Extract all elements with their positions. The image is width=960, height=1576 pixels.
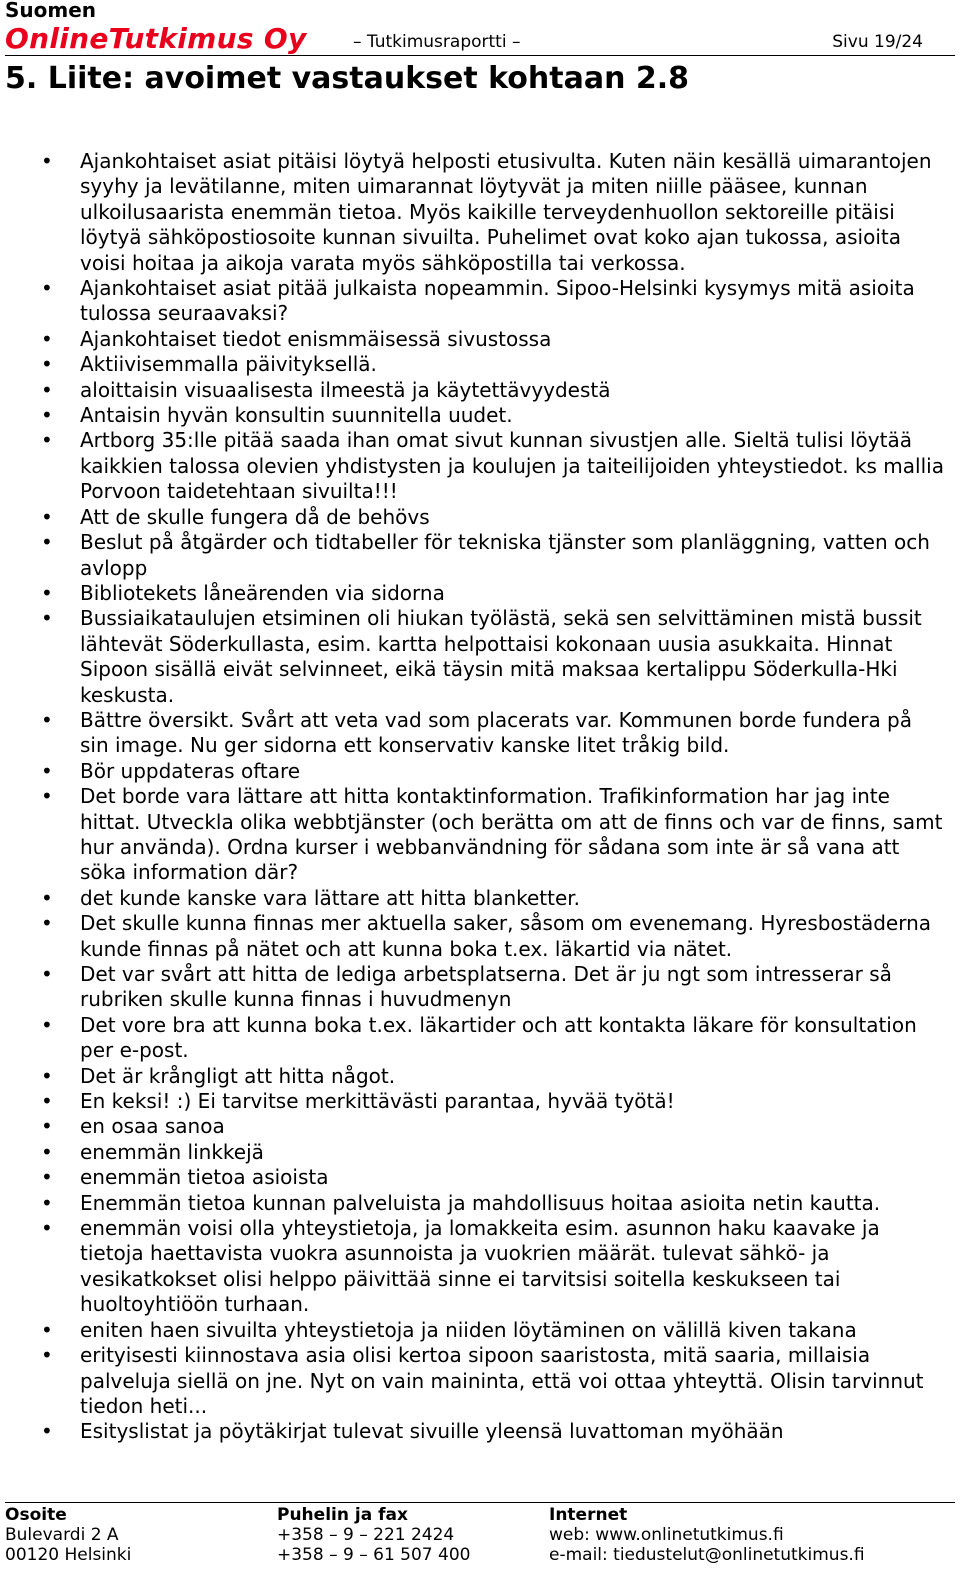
bullet-icon: • [41,885,53,910]
footer-phone [277,1505,470,1565]
answer-text: enemmän voisi olla yhteystietoja, ja lomakkeita esim. asunnon haku kaavake ja tietoja haettavista vuokra asunnoista ja vuokrien määrät. tulevat sähkö- ja vesikatkokset olisi helppo päivittää sinne ei tarvitsisi soitella keskukseen tai huoltoyhtiöön turhaan. [80,1216,880,1317]
answer-item [0,1114,960,1139]
answer-item [0,1140,960,1165]
bullet-icon: • [41,911,53,936]
answer-text: erityisesti kiinnostava asia olisi kertoa sipoon saaristosta, mitä saaria, millaisia palveluja siellä on jne. Nyt on vain maininta, että voi ottaa yhteyttä. Olisin tarvinnut tiedon heti... [80,1343,924,1418]
answer-text: Aktiivisemmalla päivityksellä. [80,352,377,377]
answer-item [0,505,960,530]
bullet-icon: • [41,1165,53,1190]
answer-text: Esityslistat ja pöytäkirjat tulevat sivuille yleensä luvattoman myöhään [80,1419,784,1444]
answer-list [0,149,960,1445]
answer-item [0,428,960,504]
answer-text: En keksi! :) Ei tarvitse merkittävästi parantaa, hyvää työtä! [80,1089,675,1114]
footer-web-link[interactable]: web: www.onlinetutkimus.fi [549,1525,784,1545]
bullet-icon: • [41,504,53,529]
answer-item [0,784,960,886]
answer-item [0,149,960,276]
answer-item [0,403,960,428]
answer-item [0,352,960,377]
answer-text: det kunde kanske vara lättare att hitta blanketter. [80,885,581,910]
answer-item [0,276,960,327]
bullet-icon: • [41,962,53,986]
answer-text: Artborg 35:lle pitää saada ihan omat sivut kunnan sivustjen alle. Sieltä tulisi löytää kaikkien talossa olevien yhdistysten ja koulujen ja taiteilijoiden yhteystiedot. ks mallia Porvoon taidetehtaan sivuilta!!! [80,428,944,504]
answer-text: Att de skulle fungera då de behövs [80,504,430,529]
bullet-icon: • [41,276,53,301]
section-title: 5. Liite: avoimet vastaukset kohtaan 2.8 [5,61,690,96]
answer-text: Det var svårt att hitta de lediga arbetsplatserna. Det är ju ngt som intresserar så rubriken skulle kunna finnas i huvudmenyn [80,962,892,1012]
answer-text: Ajankohtaiset asiat pitää julkaista nopeammin. Sipoo-Helsinki kysymys mitä asioita tulossa seuraavaksi? [80,276,915,326]
bullet-icon: • [41,352,53,377]
answer-text: enemmän tietoa asioista [80,1165,329,1190]
answer-text: Det borde vara lättare att hitta kontaktinformation. Trafikinformation har jag inte hittat. Utveckla olika webbtjänster (och berätta om att de finns och var de finns, samt hur använda). Ordna kurser i webbanvändning för sådana som inte är så vana att söka information där? [80,784,943,885]
answer-item [0,759,960,784]
bullet-icon: • [41,707,53,732]
answer-text: Bättre översikt. Svårt att veta vad som placerats var. Kommunen borde fundera på sin image. Nu ger sidorna ett konservativ kanske litet tråkig bild. [80,707,913,758]
answer-item [0,886,960,911]
footer-internet-heading: Internet [549,1505,628,1525]
bullet-icon: • [41,1190,53,1215]
bullet-icon: • [41,403,53,428]
bullet-icon: • [41,1216,53,1241]
company-logo-text: OnlineTutkimus Oy [5,22,307,55]
bullet-icon: • [41,758,53,783]
answer-text: Ajankohtaiset asiat pitäisi löytyä helposti etusivulta. Kuten näin kesällä uimarantojen syyhy ja levätilanne, miten uimarannat löytyvät ja miten niille pääsee, kunnan ulkoilusaarista enemmän tietoa. Myös kaikille terveydenhuollon sektoreille pitäisi löytyä sähköpostiosoite kunnan sivuilta. Puhelimet ovat koko ajan tukossa, asioita voisi hoitaa ja aikoja varata myös sähköpostilla tai verkossa. [80,149,932,275]
answer-item [0,708,960,759]
answer-text: Det är krångligt att hitta något. [80,1063,396,1088]
footer-internet [549,1505,865,1565]
bullet-icon: • [41,1139,53,1164]
page-number: Sivu 19/24 [832,32,923,52]
footer-phone-line2: +358 – 9 – 61 507 400 [277,1545,471,1565]
answer-item [0,581,960,606]
bullet-icon: • [41,580,53,605]
answer-text: Ajankohtaiset tiedot enismmäisessä sivustossa [80,326,552,351]
bullet-icon: • [41,1089,53,1114]
footer-address-line2: 00120 Helsinki [5,1545,132,1565]
answer-item [0,1089,960,1114]
bullet-icon: • [41,149,53,173]
answer-item [0,327,960,352]
answer-item [0,1216,960,1318]
answer-text: Beslut på åtgärder och tidtabeller för tekniska tjänster som planläggning, vatten och avlopp [80,530,930,580]
footer-divider [5,1502,955,1503]
footer-phone-heading: Puhelin ja fax [277,1505,408,1525]
footer-address-heading: Osoite [5,1505,67,1525]
answer-item [0,911,960,962]
answer-text: Bibliotekets låneärenden via sidorna [80,580,445,605]
answer-text: Enemmän tietoa kunnan palveluista ja mahdollisuus hoitaa asioita netin kautta. [80,1190,881,1215]
bullet-icon: • [41,530,53,555]
answer-item [0,1318,960,1343]
answer-text: enemmän linkkejä [80,1139,264,1164]
answer-text: aloittaisin visuaalisesta ilmeestä ja käytettävyydestä [80,377,611,402]
bullet-icon: • [41,1419,53,1444]
bullet-icon: • [41,1063,53,1088]
answer-text: Antaisin hyvän konsultin suunnitella uudet. [80,403,513,428]
bullet-icon: • [41,1012,53,1037]
bullet-icon: • [41,606,53,631]
answer-text: Bör uppdateras oftare [80,758,301,783]
bullet-icon: • [41,1114,53,1139]
answer-item [0,1419,960,1444]
footer-address-line1: Bulevardi 2 A [5,1525,119,1545]
bullet-icon: • [41,1317,53,1342]
answer-text: en osaa sanoa [80,1114,225,1139]
answer-item [0,1165,960,1190]
footer-address [5,1505,131,1565]
bullet-icon: • [41,1343,53,1368]
bullet-icon: • [41,428,53,453]
bullet-icon: • [41,326,53,351]
answer-item [0,1191,960,1216]
answer-text: Det skulle kunna finnas mer aktuella saker, såsom om evenemang. Hyresbostäderna kunde finnas på nätet och att kunna boka t.ex. läkartid via nätet. [80,911,932,961]
answer-item [0,378,960,403]
answer-item [0,1343,960,1419]
header-divider [5,55,955,56]
answer-text: Bussiaikataulujen etsiminen oli hiukan työlästä, sekä sen selvittäminen mistä bussit lähtevät Söderkullasta, esim. kartta helpottaisi kokonaan uusia asukkaita. Hinnat Sipoon sisällä eivät selvinneet, eikä täysin mitä maksaa kertalippu Söderkulla-Hki keskusta. [80,606,922,707]
answer-item [0,1013,960,1064]
answer-item [0,1064,960,1089]
report-label: – Tutkimusraportti – [353,32,521,52]
company-name-line1: Suomen [5,0,97,22]
answer-text: Det vore bra att kunna boka t.ex. läkartider och att kontakta läkare för konsultation per e-post. [80,1012,917,1063]
answer-item [0,962,960,1013]
bullet-icon: • [41,377,53,402]
footer-email-link[interactable]: e-mail: tiedustelut@onlinetutkimus.fi [549,1545,865,1565]
footer-phone-line1: +358 – 9 – 221 2424 [277,1525,455,1545]
answer-item [0,606,960,708]
bullet-icon: • [41,784,53,809]
answer-item [0,530,960,581]
answer-text: eniten haen sivuilta yhteystietoja ja niiden löytäminen on välillä kiven takana [80,1317,857,1342]
